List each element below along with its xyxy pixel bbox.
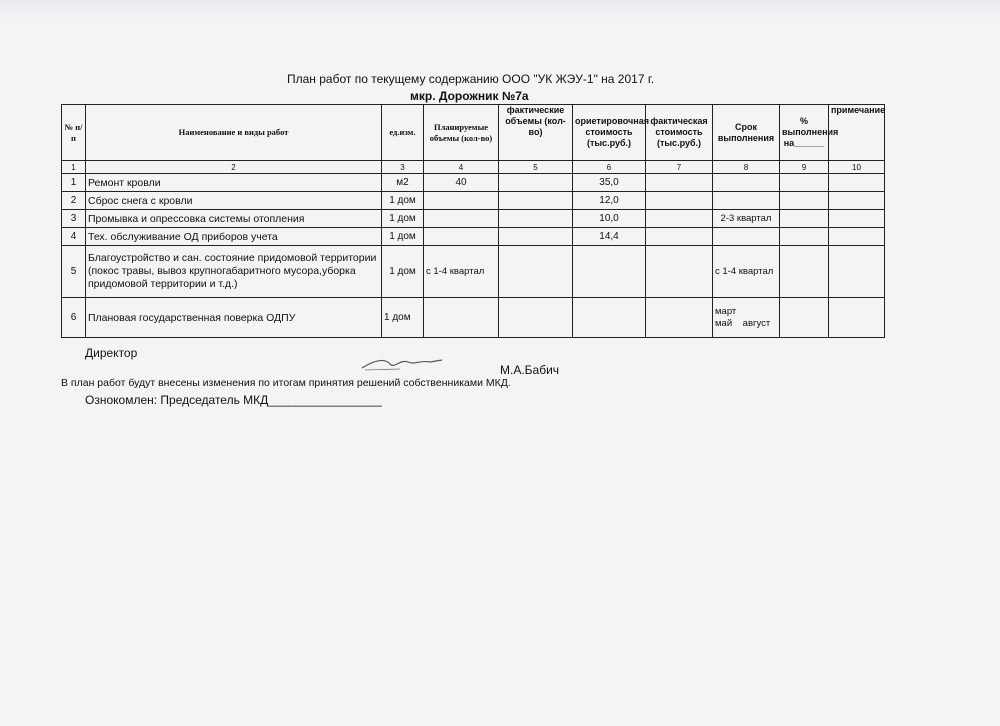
column-number-row [62,161,885,174]
column-number: 10 [829,161,885,174]
row-est-cost: 14,4 [573,228,646,246]
header-est-cost: ориетировочная стоимость (тыс.руб.) [573,105,646,161]
row-num: 2 [62,192,86,210]
row-actual [499,246,573,298]
column-number: 3 [382,161,424,174]
row-planned [424,192,499,210]
column-number: 5 [499,161,573,174]
row-est-cost: 12,0 [573,192,646,210]
row-unit: м2 [382,174,424,192]
row-actual [499,228,573,246]
row-note [829,192,885,210]
row-planned: с 1-4 квартал [424,246,499,298]
row-percent [780,210,829,228]
column-number: 2 [86,161,382,174]
column-number: 9 [780,161,829,174]
scan-edge [0,0,1000,20]
row-est-cost [573,246,646,298]
director-signature [360,356,445,372]
row-name: Благоустройство и сан. состояние придомовой территории (покос травы, вывоз крупногабаритного мусора,уборка придомовой территории и т.д.) [86,246,382,298]
row-planned [424,210,499,228]
row-actual-cost [646,174,713,192]
table-row [62,174,885,192]
row-actual-cost [646,228,713,246]
row-percent [780,228,829,246]
title-text: План работ по текущему содержанию ООО "УК ЖЭУ-1" на 2017 г. [287,72,655,86]
row-num: 3 [62,210,86,228]
row-actual [499,174,573,192]
row-percent [780,192,829,210]
header-actual-cost: фактическая стоимость (тыс.руб.) [646,105,713,161]
row-planned: 40 [424,174,499,192]
row-planned [424,298,499,338]
column-number: 7 [646,161,713,174]
header-note: примечание [829,105,885,161]
row-unit: 1 дом [382,210,424,228]
row-actual-cost [646,246,713,298]
table-row [62,192,885,210]
column-number: 4 [424,161,499,174]
table-row [62,246,885,298]
row-actual-cost [646,192,713,210]
row-actual [499,210,573,228]
header-planned: Планируемые объемы (кол-во) [424,105,499,161]
row-term: март май август [713,298,780,338]
row-num: 1 [62,174,86,192]
row-est-cost: 35,0 [573,174,646,192]
table-row [62,210,885,228]
header-unit: ед.изм. [382,105,424,161]
table-row [62,298,885,338]
row-note [829,210,885,228]
row-term: с 1-4 квартал [713,246,780,298]
row-actual [499,192,573,210]
row-num: 6 [62,298,86,338]
row-unit: 1 дом [382,228,424,246]
header-actual: фактические объемы (кол-во) [499,105,573,161]
row-term [713,228,780,246]
column-number: 1 [62,161,86,174]
header-percent: % выполнения на______ [780,105,829,161]
table-row [62,228,885,246]
row-note [829,174,885,192]
row-name: Сброс снега с кровли [86,192,382,210]
row-num: 4 [62,228,86,246]
header-name: Наименование и виды работ [86,105,382,161]
row-name: Тех. обслуживание ОД приборов учета [86,228,382,246]
row-term: 2-3 квартал [713,210,780,228]
row-percent [780,174,829,192]
row-est-cost [573,298,646,338]
row-est-cost: 10,0 [573,210,646,228]
row-note [829,228,885,246]
row-name: Промывка и опрессовка системы отопления [86,210,382,228]
row-name: Плановая государственная поверка ОДПУ [86,298,382,338]
director-label: Директор [85,346,138,360]
work-plan-table [61,104,885,338]
row-name: Ремонт кровли [86,174,382,192]
row-planned [424,228,499,246]
row-percent [780,246,829,298]
changes-note: В план работ будут внесены изменения по итогам принятия решений собственниками МКД. [61,377,511,389]
row-actual-cost [646,210,713,228]
row-actual-cost [646,298,713,338]
row-unit: 1 дом [382,192,424,210]
header-term: Срок выполнения [713,105,780,161]
row-term [713,174,780,192]
column-number: 6 [573,161,646,174]
row-unit: 1 дом [382,246,424,298]
row-num: 5 [62,246,86,298]
row-note [829,298,885,338]
row-note [829,246,885,298]
header-num: № п/п [62,105,86,161]
row-actual [499,298,573,338]
row-unit: 1 дом [382,298,424,338]
row-percent [780,298,829,338]
row-term [713,192,780,210]
document-subtitle: мкр. Дорожник №7а [410,89,529,103]
header-row [62,105,885,161]
director-name: М.А.Бабич [500,363,560,377]
column-number: 8 [713,161,780,174]
acknowledged-line: Ознокомлен: Председатель МКД_________________ [85,393,382,407]
